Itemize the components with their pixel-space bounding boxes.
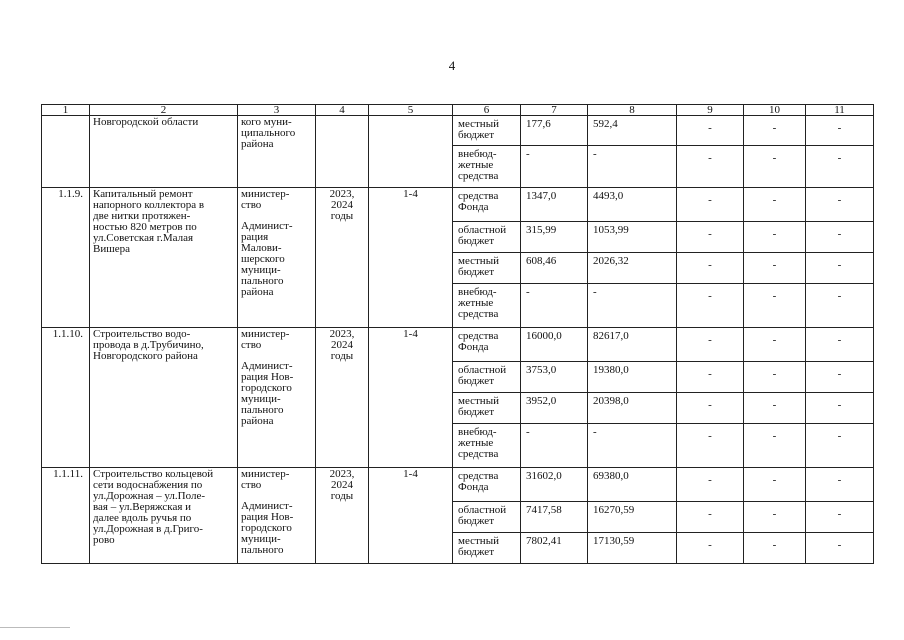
amount-col-8: 16270,59 [588, 502, 677, 533]
item-years [316, 116, 369, 188]
value-col-9: - [677, 533, 744, 564]
funding-source: областной бюджет [453, 222, 521, 253]
value-col-10: - [744, 116, 806, 146]
executor-administration: Админист- рация Нов- городского муници- пального [241, 500, 294, 556]
column-header: 9 [677, 105, 744, 116]
column-header: 8 [588, 105, 677, 116]
amount-col-7: 3952,0 [521, 393, 588, 424]
value-col-9: - [677, 253, 744, 284]
amount-col-7: 7417,58 [521, 502, 588, 533]
value-col-9: - [677, 362, 744, 393]
amount-col-8: 17130,59 [588, 533, 677, 564]
amount-col-8: 2026,32 [588, 253, 677, 284]
executor-ministry: министер- ство [241, 328, 290, 351]
item-executor [238, 188, 316, 328]
value-col-10: - [744, 222, 806, 253]
executor-ministry: министер- ство [241, 188, 290, 211]
value-col-10: - [744, 502, 806, 533]
funding-source: внебюд- жетные средства [453, 424, 521, 468]
item-number: 1.1.9. [42, 188, 90, 328]
amount-col-8: 4493,0 [588, 188, 677, 222]
funding-source: внебюд- жетные средства [453, 284, 521, 328]
funding-source: средства Фонда [453, 328, 521, 362]
value-col-10: - [744, 424, 806, 468]
column-header: 1 [42, 105, 90, 116]
funding-source: местный бюджет [453, 116, 521, 146]
executor-ministry: министер- ство [241, 468, 290, 491]
funding-source: местный бюджет [453, 253, 521, 284]
item-years: 2023, 2024 годы [316, 188, 369, 328]
value-col-9: - [677, 424, 744, 468]
value-col-9: - [677, 146, 744, 188]
value-col-9: - [677, 468, 744, 502]
amount-col-7: 31602,0 [521, 468, 588, 502]
amount-col-8: 69380,0 [588, 468, 677, 502]
amount-col-8: - [588, 424, 677, 468]
column-header: 11 [806, 105, 874, 116]
amount-col-7: - [521, 284, 588, 328]
amount-col-8: 1053,99 [588, 222, 677, 253]
amount-col-7: 177,6 [521, 116, 588, 146]
value-col-9: - [677, 116, 744, 146]
funding-source: средства Фонда [453, 188, 521, 222]
value-col-11: - [806, 253, 874, 284]
funding-source: местный бюджет [453, 393, 521, 424]
column-header: 5 [369, 105, 453, 116]
item-number: 1.1.11. [42, 468, 90, 564]
item-executor: кого муни- ципального района [238, 116, 316, 188]
value-col-11: - [806, 393, 874, 424]
value-col-10: - [744, 393, 806, 424]
value-col-10: - [744, 284, 806, 328]
table-row [42, 188, 874, 222]
value-col-11: - [806, 362, 874, 393]
table-row [42, 328, 874, 362]
amount-col-8: - [588, 146, 677, 188]
value-col-11: - [806, 502, 874, 533]
amount-col-8: - [588, 284, 677, 328]
item-executor [238, 328, 316, 468]
value-col-11: - [806, 116, 874, 146]
table-row [42, 116, 874, 146]
item-stage: 1-4 [369, 328, 453, 468]
page-number: 4 [448, 58, 456, 73]
item-title: Строительство водо- провода в д.Трубичино, Новгородского района [90, 328, 238, 468]
value-col-10: - [744, 188, 806, 222]
amount-col-8: 20398,0 [588, 393, 677, 424]
column-header: 3 [238, 105, 316, 116]
item-stage [369, 116, 453, 188]
item-number [42, 116, 90, 188]
item-stage: 1-4 [369, 188, 453, 328]
executor-administration: Админист- рация Малови- шерского муници- пального района [241, 220, 293, 298]
item-executor [238, 468, 316, 564]
amount-col-8: 592,4 [588, 116, 677, 146]
value-col-9: - [677, 502, 744, 533]
item-years: 2023, 2024 годы [316, 468, 369, 564]
item-title: Строительство кольцевой сети водоснабжения по ул.Дорожная – ул.Поле- вая – ул.Веряжская и далее вдоль ручья по ул.Дорожная в д.Григо- рово [90, 468, 238, 564]
value-col-10: - [744, 533, 806, 564]
column-number-row [42, 105, 874, 116]
amount-col-7: 315,99 [521, 222, 588, 253]
value-col-10: - [744, 146, 806, 188]
amount-col-7: - [521, 424, 588, 468]
value-col-9: - [677, 188, 744, 222]
column-header: 6 [453, 105, 521, 116]
amount-col-8: 82617,0 [588, 328, 677, 362]
funding-source: областной бюджет [453, 502, 521, 533]
funding-source: областной бюджет [453, 362, 521, 393]
column-header: 2 [90, 105, 238, 116]
value-col-11: - [806, 328, 874, 362]
value-col-11: - [806, 424, 874, 468]
value-col-11: - [806, 533, 874, 564]
column-header: 10 [744, 105, 806, 116]
item-stage: 1-4 [369, 468, 453, 564]
value-col-11: - [806, 222, 874, 253]
footer-divider [0, 627, 70, 628]
amount-col-7: - [521, 146, 588, 188]
value-col-9: - [677, 222, 744, 253]
amount-col-8: 19380,0 [588, 362, 677, 393]
value-col-9: - [677, 328, 744, 362]
amount-col-7: 16000,0 [521, 328, 588, 362]
value-col-11: - [806, 146, 874, 188]
funding-source: внебюд- жетные средства [453, 146, 521, 188]
table-row [42, 468, 874, 502]
funding-source: местный бюджет [453, 533, 521, 564]
executor-administration: Админист- рация Нов- городского муници- пального района [241, 360, 294, 427]
amount-col-7: 1347,0 [521, 188, 588, 222]
value-col-11: - [806, 468, 874, 502]
value-col-10: - [744, 328, 806, 362]
item-number: 1.1.10. [42, 328, 90, 468]
funding-table [41, 104, 874, 564]
value-col-11: - [806, 284, 874, 328]
item-title: Капитальный ремонт напорного коллектора в две нитки протяжен- ностью 820 метров по ул.Советская г.Малая Вишера [90, 188, 238, 328]
value-col-9: - [677, 393, 744, 424]
item-title: Новгородской области [90, 116, 238, 188]
page-bottom-margin [0, 569, 904, 640]
column-header: 4 [316, 105, 369, 116]
funding-source: средства Фонда [453, 468, 521, 502]
item-years: 2023, 2024 годы [316, 328, 369, 468]
amount-col-7: 3753,0 [521, 362, 588, 393]
value-col-10: - [744, 253, 806, 284]
column-header: 7 [521, 105, 588, 116]
value-col-9: - [677, 284, 744, 328]
value-col-11: - [806, 188, 874, 222]
amount-col-7: 608,46 [521, 253, 588, 284]
value-col-10: - [744, 468, 806, 502]
amount-col-7: 7802,41 [521, 533, 588, 564]
value-col-10: - [744, 362, 806, 393]
